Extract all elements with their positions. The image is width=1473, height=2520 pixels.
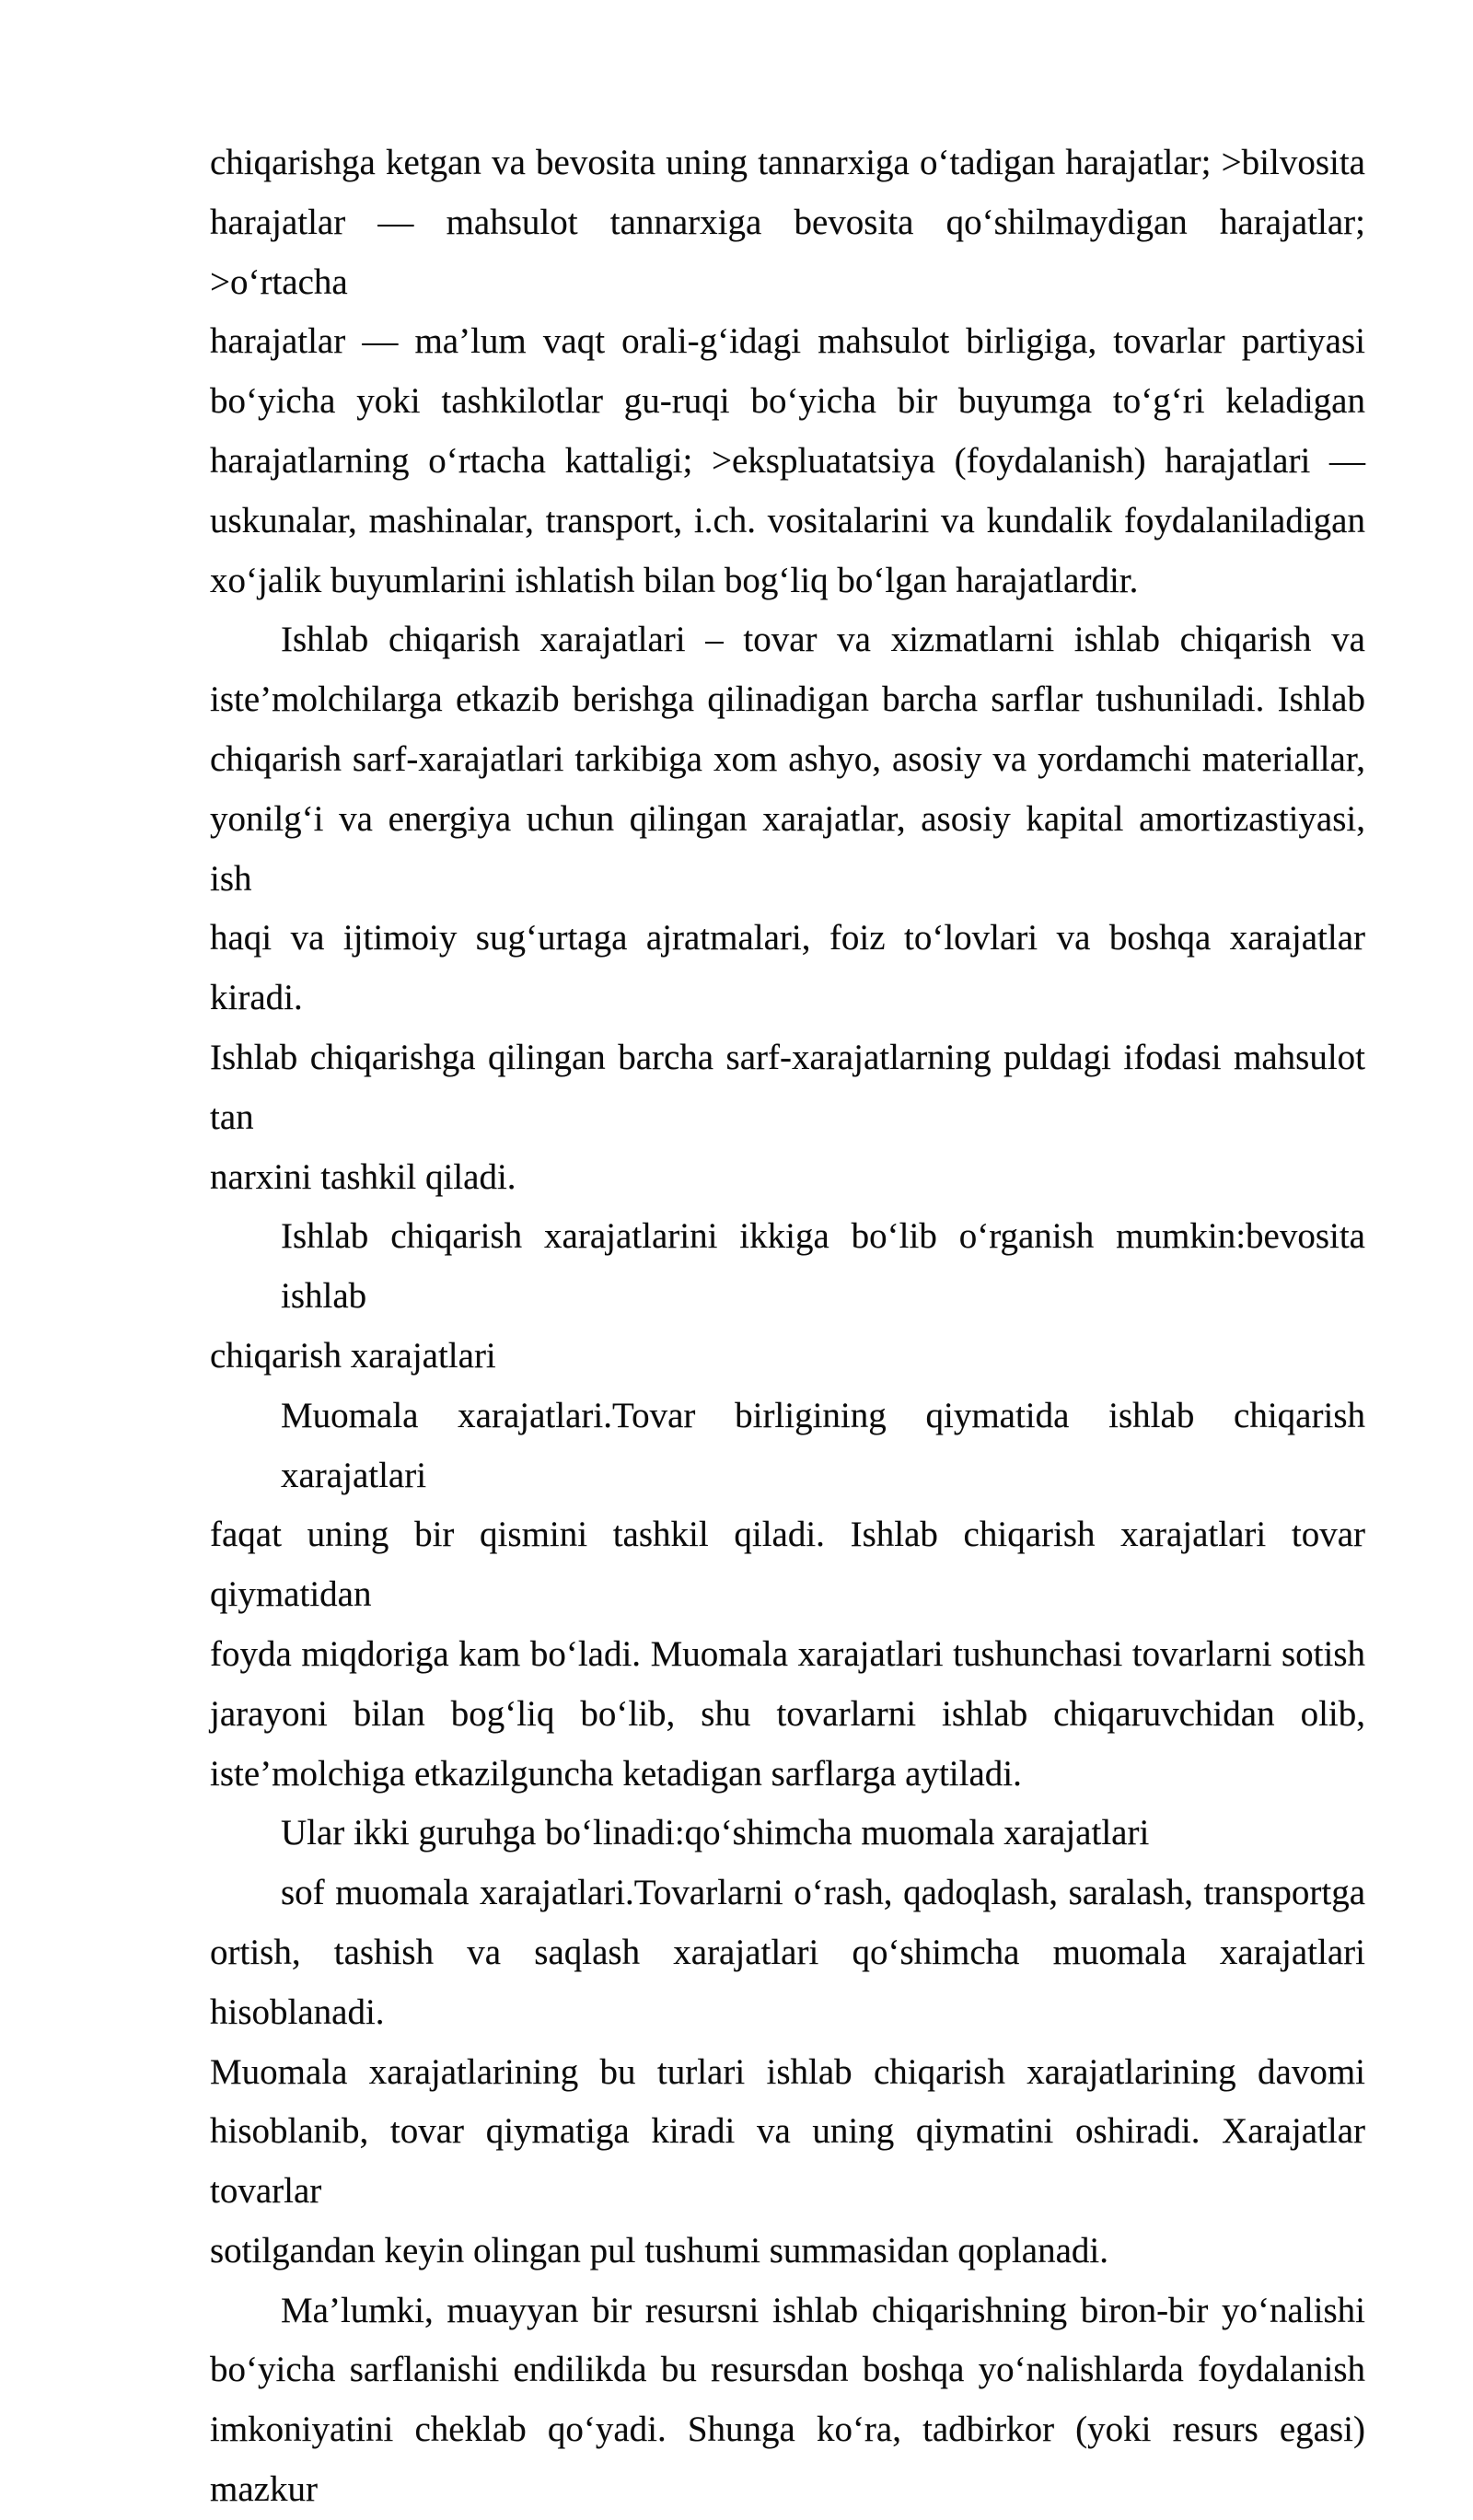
- document-text-block: [210, 134, 1365, 2520]
- paragraph: [210, 2282, 1365, 2520]
- text-line: Muomala xarajatlari.Tovar birligining qiymatida ishlab chiqarish xarajatlari: [281, 1395, 1365, 1495]
- paragraph: [210, 1804, 1365, 1864]
- paragraph: [210, 134, 1365, 610]
- paragraph: [210, 1387, 1365, 1805]
- text-line: xoʻjalik buyumlarini ishlatish bilan bogʻliq boʻlgan harajatlardir.: [210, 560, 1139, 600]
- text-line: Ishlab chiqarish xarajatlari – tovar va xizmatlarni ishlab chiqarish va: [281, 620, 1365, 660]
- text-line: ortish, tashish va saqlash xarajatlari qoʻshimcha muomala xarajatlari hisoblanadi.: [210, 1932, 1365, 2032]
- text-line: uskunalar, mashinalar, transport, i.ch. vositalarini va kundalik foydalaniladigan: [210, 500, 1365, 540]
- text-line: Ishlab chiqarishga qilingan barcha sarf-xarajatlarning puldagi ifodasi mahsulot tan: [210, 1037, 1365, 1137]
- text-line: sotilgandan keyin olingan pul tushumi summasidan qoplanadi.: [210, 2230, 1108, 2270]
- text-line: chiqarish xarajatlari: [210, 1335, 496, 1376]
- text-line: sof muomala xarajatlari.Tovarlarni oʻrash, qadoqlash, saralash, transportga: [281, 1873, 1365, 1913]
- text-line: imkoniyatini cheklab qoʻyadi. Shunga koʻra, tadbirkor (yoki resurs egasi) mazkur: [210, 2410, 1365, 2510]
- text-line: boʻyicha yoki tashkilotlar gu-ruqi boʻyicha bir buyumga toʻgʻri keladigan: [210, 381, 1365, 422]
- text-line: harajatlar — mahsulot tannarxiga bevosita qoʻshilmaydigan harajatlar; >oʻrtacha: [210, 202, 1365, 302]
- text-line: haqi va ijtimoiy sugʻurtaga ajratmalari, foiz toʻlovlari va boshqa xarajatlar kiradi.: [210, 918, 1365, 1018]
- text-line: harajatlar — ma’lum vaqt orali-gʻidagi mahsulot birligiga, tovarlar partiyasi: [210, 321, 1365, 362]
- text-line: iste’molchiga etkazilguncha ketadigan sarflarga aytiladi.: [210, 1753, 1022, 1794]
- paragraph: [210, 1207, 1365, 1386]
- text-line: Ishlab chiqarish xarajatlarini ikkiga boʻlib oʻrganish mumkin:bevosita ishlab: [281, 1216, 1365, 1317]
- text-line: harajatlarning oʻrtacha kattaligi; >ekspluatatsiya (foydalanish) harajatlari —: [210, 440, 1365, 481]
- text-line: chiqarishga ketgan va bevosita uning tannarxiga oʻtadigan harajatlar; >bilvosita: [210, 143, 1365, 182]
- text-line: boʻyicha sarflanishi endilikda bu resursdan boshqa yoʻnalishlarda foydalanish: [210, 2350, 1365, 2390]
- text-line: narxini tashkil qiladi.: [210, 1156, 516, 1197]
- text-line: yonilgʻi va energiya uchun qilingan xarajatlar, asosiy kapital amortizastiyasi, ish: [210, 798, 1365, 899]
- text-line: Ular ikki guruhga boʻlinadi:qoʻshimcha muomala xarajatlari: [281, 1813, 1150, 1853]
- text-line: Muomala xarajatlarining bu turlari ishlab chiqarish xarajatlarining davomi: [210, 2051, 1365, 2092]
- text-line: chiqarish sarf-xarajatlari tarkibiga xom ashyo, asosiy va yordamchi materiallar,: [210, 738, 1365, 779]
- text-line: faqat uning bir qismini tashkil qiladi. Ishlab chiqarish xarajatlari tovar qiymatidan: [210, 1515, 1365, 1615]
- text-line: foyda miqdoriga kam boʻladi. Muomala xarajatlari tushunchasi tovarlarni sotish: [210, 1633, 1365, 1674]
- text-line: iste’molchilarga etkazib berishga qilinadigan barcha sarflar tushuniladi. Ishlab: [210, 679, 1365, 720]
- text-line: Ma’lumki, muayyan bir resursni ishlab chiqarishning biron-bir yoʻnalishi: [281, 2290, 1365, 2330]
- paragraph: [210, 610, 1365, 1207]
- text-line: jarayoni bilan bogʻliq boʻlib, shu tovarlarni ishlab chiqaruvchidan olib,: [210, 1693, 1365, 1734]
- paragraph: [210, 1864, 1365, 2282]
- text-line: hisoblanib, tovar qiymatiga kiradi va uning qiymatini oshiradi. Xarajatlar tovarlar: [210, 2111, 1365, 2212]
